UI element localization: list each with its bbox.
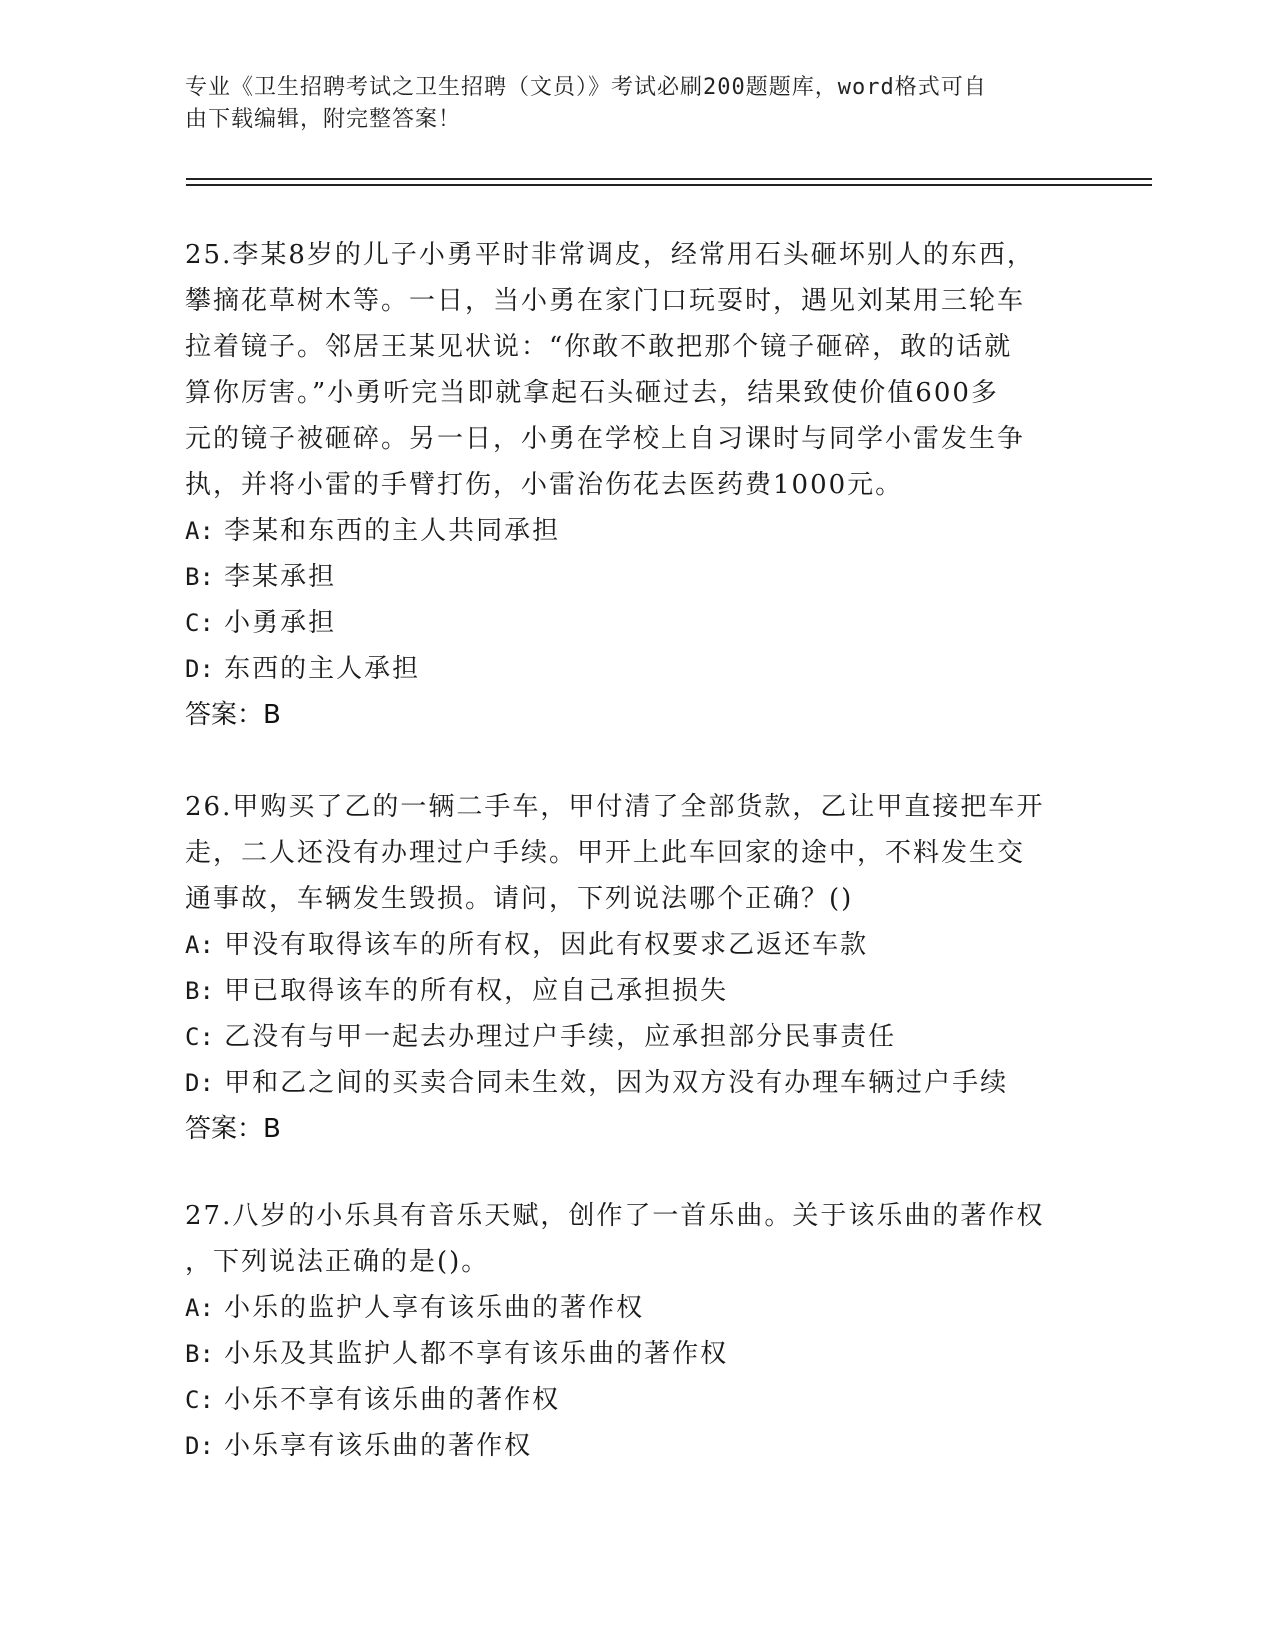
option-key: D:: [185, 1069, 214, 1097]
header-rule-top: [186, 178, 1152, 180]
answer-line: 答案：B: [185, 700, 281, 730]
option-text: 李某承担: [224, 562, 337, 592]
option-key: B:: [185, 977, 214, 1005]
option-b: [185, 968, 1085, 1014]
option-key: A:: [185, 1294, 214, 1322]
question-25: [185, 232, 1085, 738]
option-text: 小乐及其监护人都不享有该乐曲的著作权: [224, 1339, 729, 1369]
option-text: 小乐的监护人享有该乐曲的著作权: [224, 1293, 645, 1323]
option-key: C:: [185, 1386, 214, 1414]
option-d: [185, 1060, 1085, 1106]
option-text: 李某和东西的主人共同承担: [224, 516, 561, 546]
option-key: A:: [185, 517, 214, 545]
question-26: [185, 784, 1085, 1152]
option-c: [185, 1377, 1085, 1423]
option-text: 东西的主人承担: [224, 654, 421, 684]
option-a: [185, 922, 1085, 968]
option-key: C:: [185, 1023, 214, 1051]
option-key: B:: [185, 563, 214, 591]
option-a: [185, 1285, 1085, 1331]
option-b: [185, 1331, 1085, 1377]
question-stem: 26.甲购买了乙的一辆二手车，甲付清了全部货款，乙让甲直接把车开 走，二人还没有办理过户手续。甲开上此车回家的途中，不料发生交 通事故，车辆发生毁损。请问，下列说法哪个正确？(): [185, 792, 1045, 914]
document-header: 专业《卫生招聘考试之卫生招聘（文员）》考试必刷200题题库，word格式可自 由下载编辑，附完整答案！: [185, 75, 987, 132]
option-text: 小勇承担: [224, 608, 337, 638]
option-key: D:: [185, 1432, 214, 1460]
option-text: 小乐不享有该乐曲的著作权: [224, 1385, 561, 1415]
question-stem: 27.八岁的小乐具有音乐天赋，创作了一首乐曲。关于该乐曲的著作权 ，下列说法正确的是()。: [185, 1201, 1045, 1277]
option-text: 甲没有取得该车的所有权，因此有权要求乙返还车款: [224, 930, 869, 960]
option-c: [185, 600, 1085, 646]
option-text: 乙没有与甲一起去办理过户手续，应承担部分民事责任: [224, 1022, 897, 1052]
answer-line: 答案：B: [185, 1114, 281, 1144]
question-27: [185, 1193, 1085, 1469]
option-key: B:: [185, 1340, 214, 1368]
option-d: [185, 646, 1085, 692]
question-stem: 25.李某8岁的儿子小勇平时非常调皮，经常用石头砸坏别人的东西， 攀摘花草树木等。一日，当小勇在家门口玩耍时，遇见刘某用三轮车 拉着镜子。邻居王某见状说：“你敢不敢把那个镜子砸碎，敢的话就 算你厉害。”小勇听完当即就拿起石头砸过去，结果致使价值600多 元的镜子被砸碎。另一日，小勇在学校上自习课时与同学小雷发生争 执，并将小雷的手臂打伤，小雷治伤花去医药费1000元。: [185, 240, 1035, 500]
option-key: A:: [185, 931, 214, 959]
option-c: [185, 1014, 1085, 1060]
option-b: [185, 554, 1085, 600]
option-text: 小乐享有该乐曲的著作权: [224, 1431, 533, 1461]
option-text: 甲和乙之间的买卖合同未生效，因为双方没有办理车辆过户手续: [224, 1068, 1009, 1098]
option-a: [185, 508, 1085, 554]
option-key: C:: [185, 609, 214, 637]
option-text: 甲已取得该车的所有权，应自己承担损失: [224, 976, 729, 1006]
option-key: D:: [185, 655, 214, 683]
header-rule-bottom: [186, 184, 1152, 186]
option-d: [185, 1423, 1085, 1469]
